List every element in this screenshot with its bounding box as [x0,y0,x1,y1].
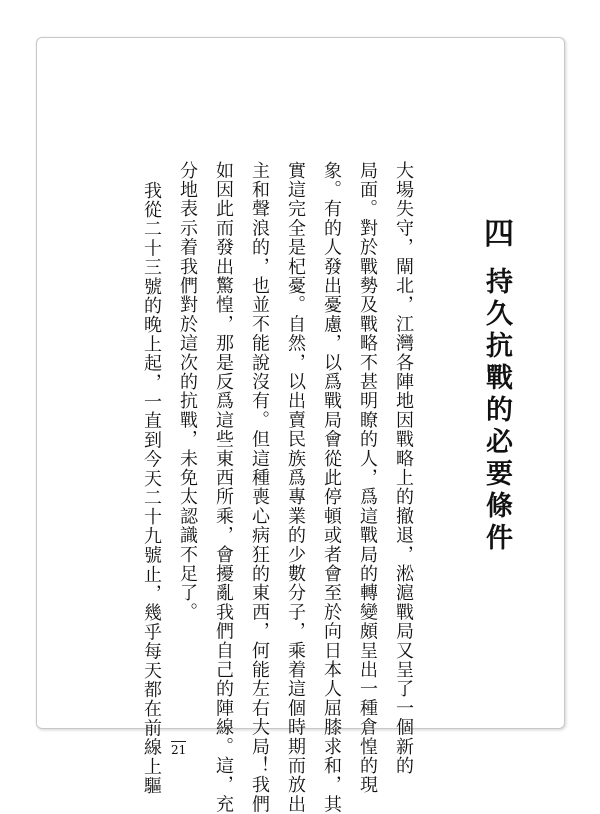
text-line-1: 大場失守，閘北，江灣各陣地因戰略上的撤退，淞滬戰局又呈了一個新的 [393,161,414,776]
text-line-8: 我從二十三號的晚上起，一直到今天二十九號止，幾乎每天都在前線上驅 [141,181,162,796]
book-page [36,37,565,814]
text-line-3: 象。有的人發出憂慮，以爲戰局會從此停頓或者會至於向日本人屈膝求和，其 [321,161,342,814]
text-line-2: 局面。對於戰勢及戰略不甚明瞭的人，爲這戰局的轉變頗呈出一種倉惶的現 [357,161,378,795]
text-line-5: 主和聲浪的，也並不能說沒有。但這種喪心病狂的東西，何能左右大局！我們 [249,161,270,814]
text-line-7: 分地表示着我們對於這次的抗戰，未免太認識不足了。 [177,161,198,622]
chapter-number: 四 [484,217,514,252]
text-line-4: 實這完全是杞憂。自然，以出賣民族爲專業的少數分子，乘着這個時期而放出 [285,161,306,814]
text-line-6: 如因此而發出驚惶，那是反爲這些東西所乘，會擾亂我們自己的陣線。這，充 [213,161,234,814]
page-number: 21 [171,743,187,757]
chapter-title: 持久抗戰的必要條件 [481,267,512,555]
